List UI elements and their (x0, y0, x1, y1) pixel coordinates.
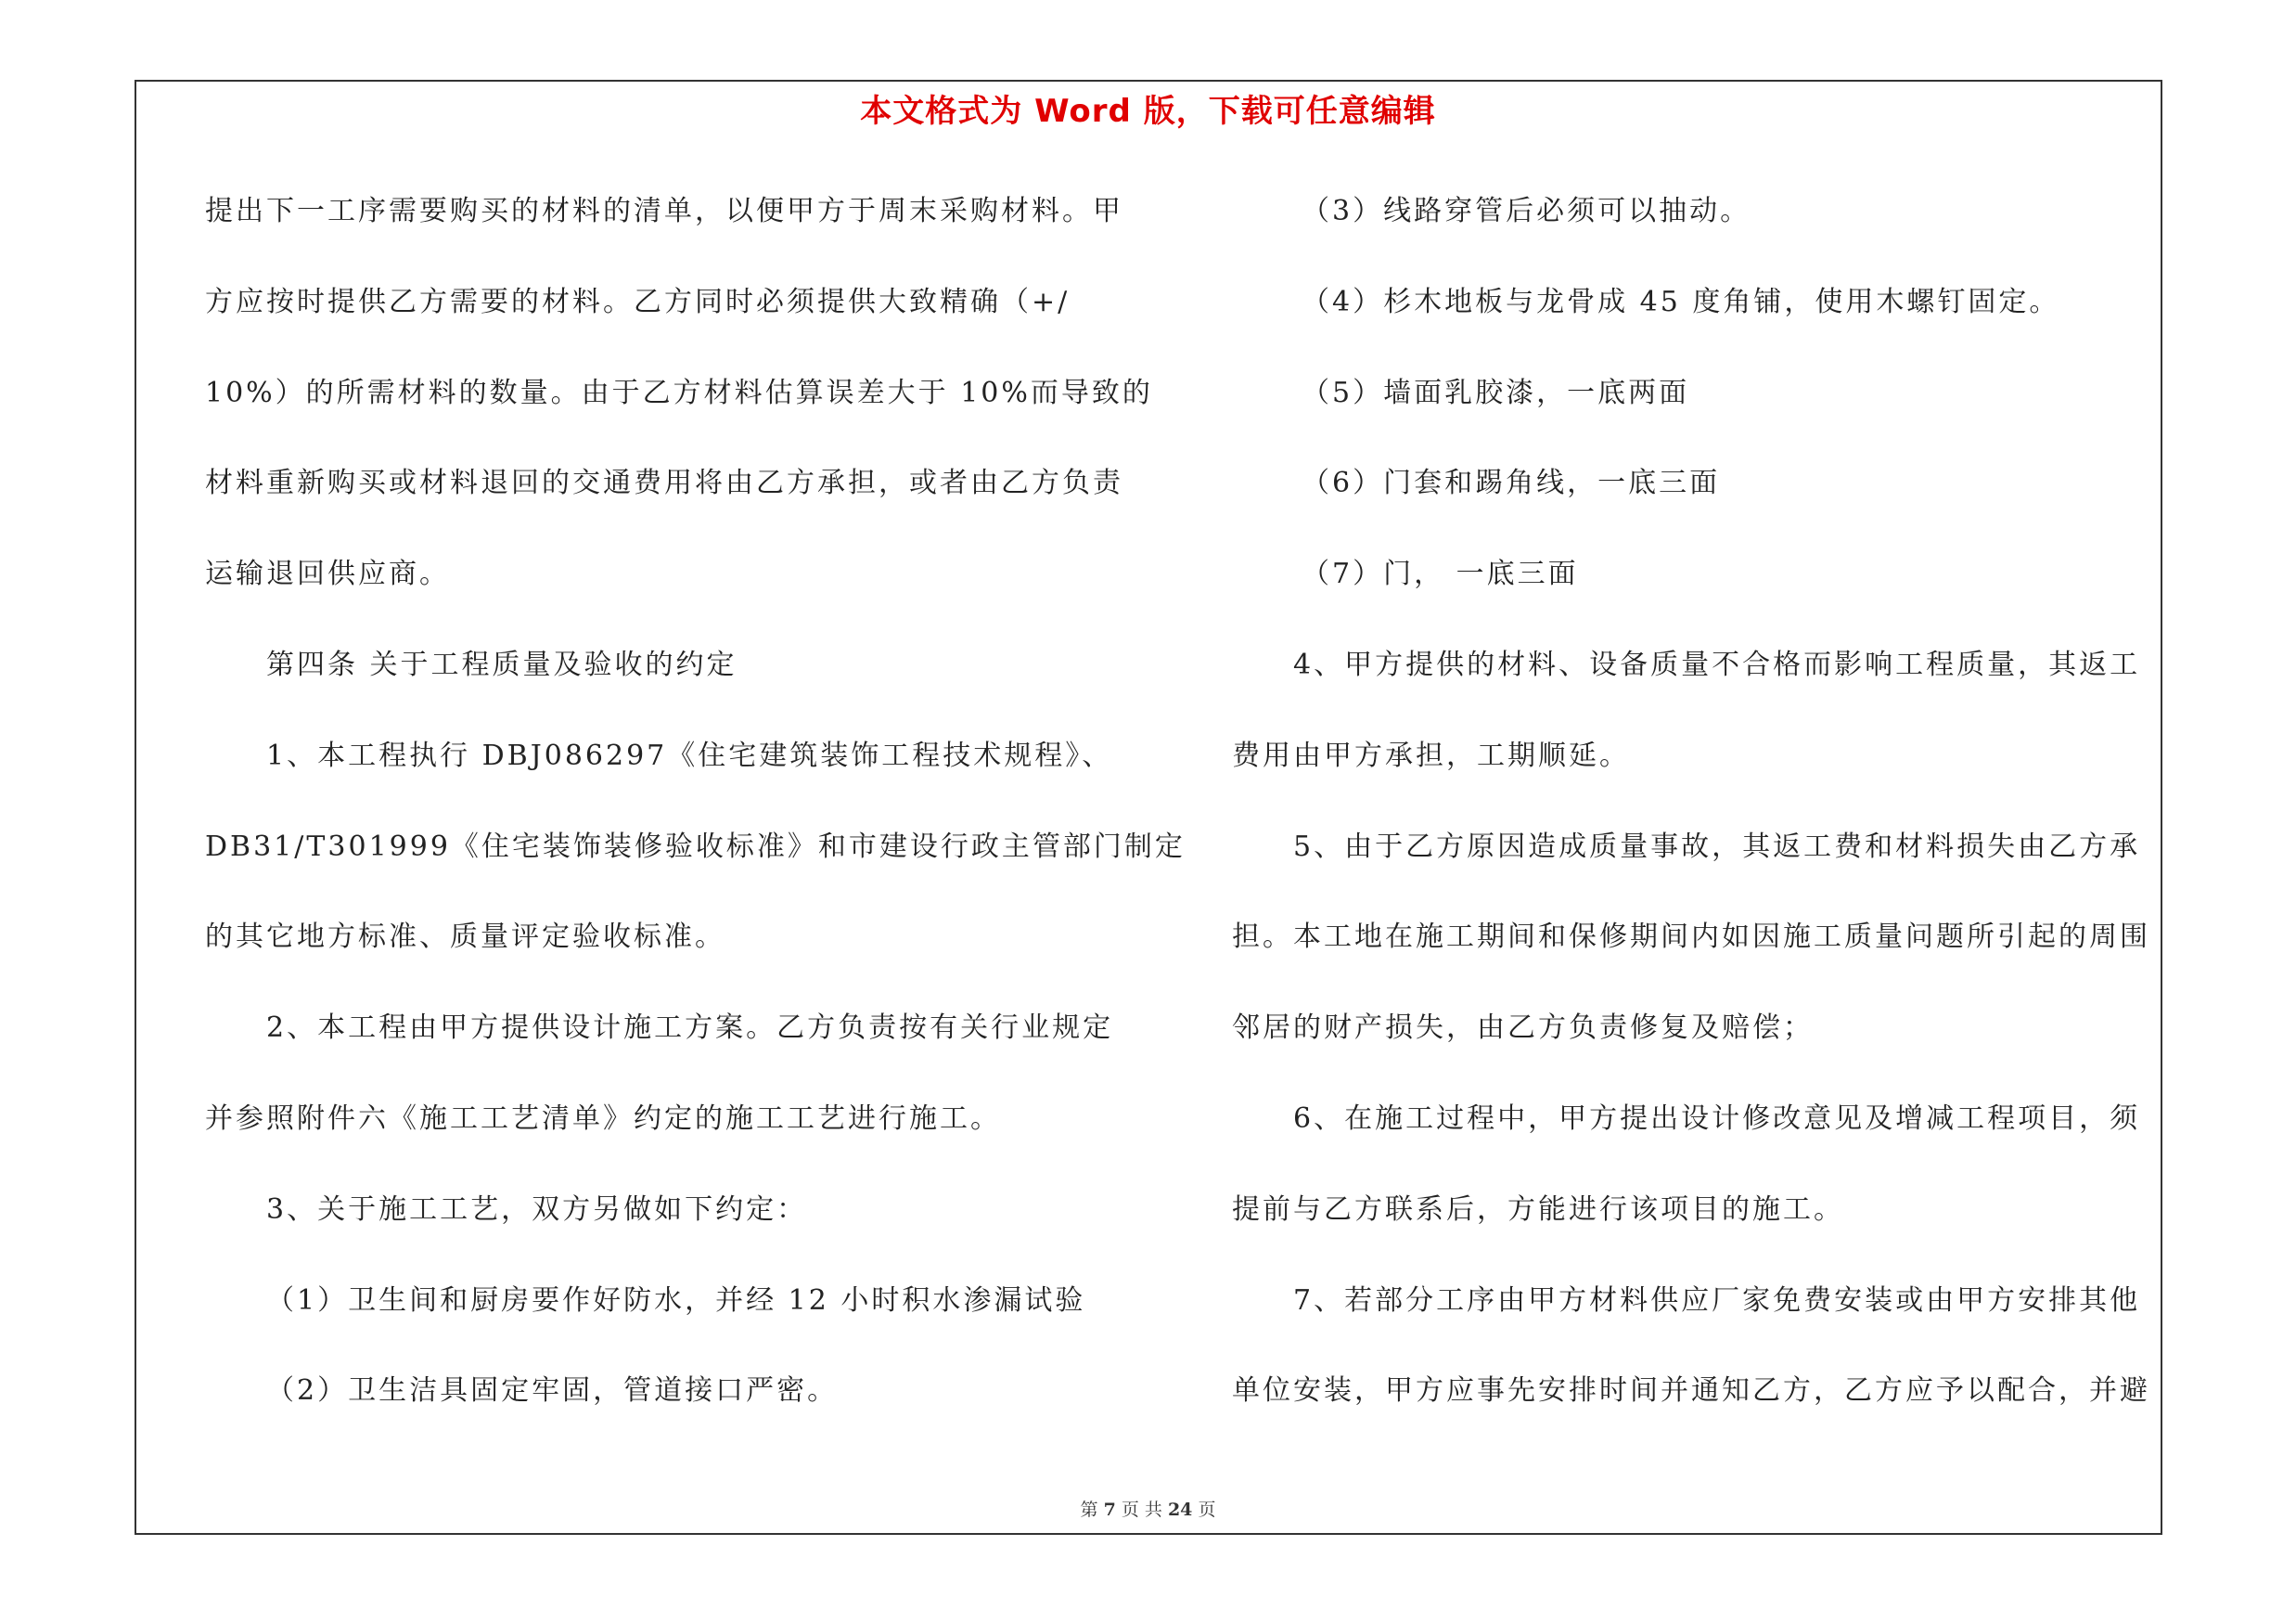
paragraph-line: 费用由甲方承担，工期顺延。 (1232, 739, 1630, 772)
paragraph-line: 7、若部分工序由甲方材料供应厂家免费安装或由甲方安排其他 (1293, 1283, 2141, 1317)
paragraph-line: （2）卫生洁具固定牢固，管道接口严密。 (266, 1374, 839, 1408)
paragraph-line: （5）墙面乳胶漆，一底两面 (1302, 376, 1690, 409)
right-column (1232, 184, 2150, 1454)
paragraph-line: 材料重新购买或材料退回的交通费用将由乙方承担，或者由乙方负责 (205, 467, 1123, 500)
paragraph-line: DB31/T301999《住宅装饰装修验收标准》和市建设行政主管部门制定 (205, 830, 1186, 863)
paragraph-line: 5、由于乙方原因造成质量事故，其返工费和材料损失由乙方承 (1293, 830, 2141, 863)
paragraph-line: 6、在施工过程中，甲方提出设计修改意见及增减工程项目，须 (1293, 1101, 2141, 1135)
paragraph-line: 10%）的所需材料的数量。由于乙方材料估算误差大于 10%而导致的 (205, 376, 1153, 409)
paragraph-line: （7）门， 一底三面 (1302, 558, 1579, 591)
page-footer (0, 1496, 2296, 1521)
paragraph-line: 提出下一工序需要购买的材料的清单，以便甲方于周末采购材料。甲 (205, 195, 1123, 227)
paragraph-line: 1、本工程执行 DBJ086297《住宅建筑装饰工程技术规程》、 (266, 739, 1113, 772)
paragraph-line: 方应按时提供乙方需要的材料。乙方同时必须提供大致精确（+/ (205, 285, 1071, 318)
paragraph-line: 第四条 关于工程质量及验收的约定 (266, 648, 738, 681)
paragraph-line: 运输退回供应商。 (205, 558, 450, 591)
paragraph-line: 提前与乙方联系后，方能进行该项目的施工。 (1232, 1192, 1844, 1226)
paragraph-line: （3）线路穿管后必须可以抽动。 (1302, 195, 1751, 227)
paragraph-line: （6）门套和踢角线，一底三面 (1302, 467, 1721, 500)
paragraph-line: 3、关于施工工艺，双方另做如下约定： (266, 1192, 808, 1226)
paragraph-line: 2、本工程由甲方提供设计施工方案。乙方负责按有关行业规定 (266, 1011, 1114, 1045)
paragraph-line: 4、甲方提供的材料、设备质量不合格而影响工程质量，其返工 (1293, 648, 2141, 681)
paragraph-line: 邻居的财产损失，由乙方负责修复及赔偿； (1232, 1011, 1814, 1045)
left-column (205, 184, 1186, 1454)
total-pages-number: 24 (1167, 1500, 1193, 1520)
current-page-number: 7 (1103, 1500, 1116, 1520)
paragraph-line: （4）杉木地板与龙骨成 45 度角铺，使用木螺钉固定。 (1302, 285, 2060, 318)
paragraph-line: 的其它地方标准、质量评定验收标准。 (205, 921, 725, 954)
paragraph-line: （1）卫生间和厨房要作好防水，并经 12 小时积水渗漏试验 (266, 1283, 1086, 1317)
format-banner: 本文格式为 Word 版，下载可任意编辑 (860, 93, 1436, 130)
paragraph-line: 单位安装，甲方应事先安排时间并通知乙方，乙方应予以配合，并避 (1232, 1374, 2150, 1408)
footer-middle: 页 共 (1121, 1500, 1162, 1520)
paragraph-line: 并参照附件六《施工工艺清单》约定的施工工艺进行施工。 (205, 1101, 1001, 1135)
footer-prefix: 第 (1080, 1500, 1098, 1520)
paragraph-line: 担。本工地在施工期间和保修期间内如因施工质量问题所引起的周围 (1232, 921, 2150, 954)
footer-suffix: 页 (1198, 1500, 1216, 1520)
